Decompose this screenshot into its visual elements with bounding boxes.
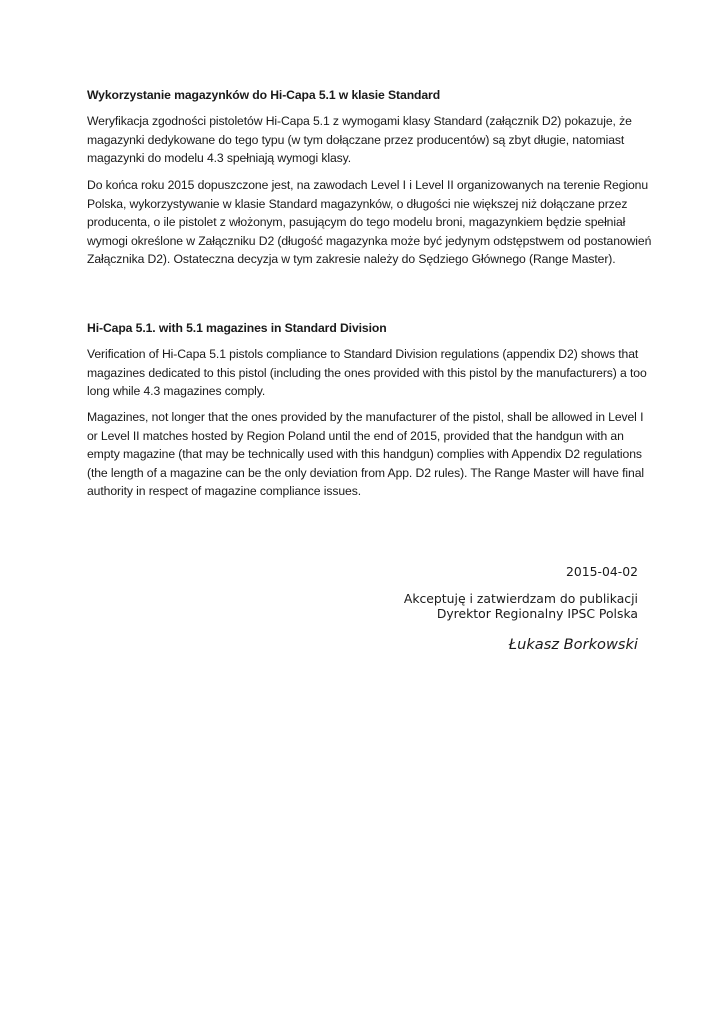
polish-section-heading: Wykorzystanie magazynków do Hi-Capa 5.1 w klasie Standard (87, 88, 441, 102)
polish-paragraph-verification: Weryfikacja zgodności pistoletów Hi-Capa 5.1 z wymogami klasy Standard (załącznik D2) pokazuje, że magazynki dedykowane do tego typu (w tym dołączane przez producentów) są zbyt długie, natomiast magazynki do modelu 4.3 spełniają wymogi klasy. (87, 114, 632, 166)
polish-paragraph-allowance: Do końca roku 2015 dopuszczone jest, na zawodach Level I i Level II organizowanych na terenie Regionu Polska, wykorzystywanie w klasie Standard magazynków, o długości nie większej niż dołączane przez producenta, o ile pistolet z włożonym, pasującym do tego modelu broni, magazynkiem będzie spełniał wymogi określone w Załączniku D2 (długość magazynka może być jedynym odstępstwem od postanowień Załącznika D2). Ostateczna decyzja w tym zakresie należy do Sędziego Głównego (Range Master). (87, 178, 652, 267)
english-paragraph-verification: Verification of Hi-Capa 5.1 pistols compliance to Standard Division regulations (appendix D2) shows that magazines dedicated to this pistol (including the ones provided with this pistol by the manufacturers) a too long while 4.3 magazines comply. (87, 347, 647, 399)
english-paragraph-allowance: Magazines, not longer that the ones provided by the manufacturer of the pistol, shall be allowed in Level I or Level II matches hosted by Region Poland until the end of 2015, provided that the handgun with an empty magazine (that may be technically used with this handgun) complies with Appendix D2 regulations (the length of a magazine can be the only deviation from App. D2 rules). The Range Master will have final authority in respect of magazine compliance issues. (87, 410, 644, 499)
approval-statement: Akceptuję i zatwierdzam do publikacji (403, 591, 638, 606)
document-date: 2015-04-02 (565, 564, 638, 579)
signer-title: Dyrektor Regionalny IPSC Polska (436, 606, 638, 621)
signer-name: Łukasz Borkowski (508, 636, 638, 653)
english-section-heading: Hi-Capa 5.1. with 5.1 magazines in Standard Division (87, 321, 387, 335)
